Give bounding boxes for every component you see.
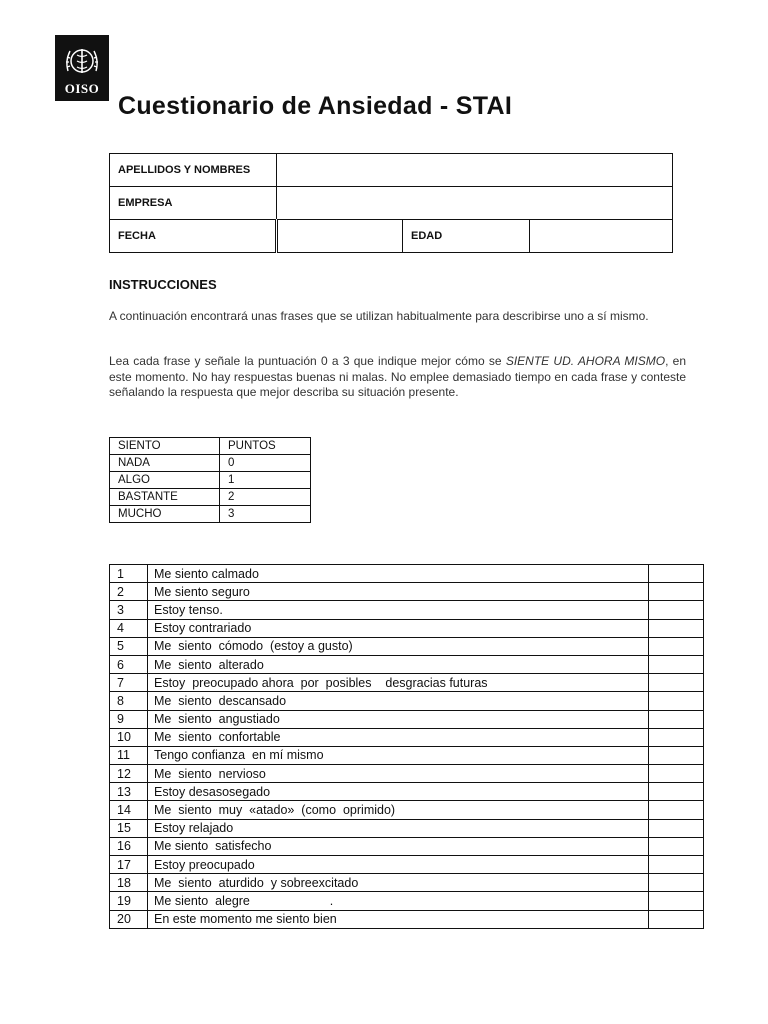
response-cell[interactable] xyxy=(649,565,704,583)
item-number: 11 xyxy=(110,746,148,764)
response-cell[interactable] xyxy=(649,710,704,728)
scale-label: NADA xyxy=(110,455,220,472)
item-number: 3 xyxy=(110,601,148,619)
name-label: APELLIDOS Y NOMBRES xyxy=(110,154,277,187)
logo-text: OISO xyxy=(64,81,100,96)
item-statement: Me siento cómodo (estoy a gusto) xyxy=(148,637,649,655)
response-cell[interactable] xyxy=(649,583,704,601)
item-statement: Me siento nervioso xyxy=(148,765,649,783)
instructions-paragraph-1: A continuación encontrará unas frases que se utilizan habitualmente para describirse uno a sí mismo. xyxy=(109,309,649,323)
table-row xyxy=(110,655,704,673)
item-number: 19 xyxy=(110,892,148,910)
item-number: 16 xyxy=(110,837,148,855)
item-statement: Me siento muy «atado» (como oprimido) xyxy=(148,801,649,819)
item-number: 1 xyxy=(110,565,148,583)
age-field[interactable] xyxy=(530,220,673,253)
scale-points: 1 xyxy=(220,472,311,489)
caduceus-emblem-icon xyxy=(62,41,102,81)
table-row xyxy=(110,601,704,619)
response-cell[interactable] xyxy=(649,637,704,655)
response-cell[interactable] xyxy=(649,601,704,619)
item-statement: Me siento angustiado xyxy=(148,710,649,728)
table-row xyxy=(110,801,704,819)
instructions-text: Lea cada frase y señale la puntuación 0 a 3 que indique mejor cómo se xyxy=(109,354,506,368)
response-cell[interactable] xyxy=(649,783,704,801)
table-row xyxy=(110,506,311,523)
table-row xyxy=(110,619,704,637)
item-number: 13 xyxy=(110,783,148,801)
item-statement: Me siento alegre . xyxy=(148,892,649,910)
scale-points: 2 xyxy=(220,489,311,506)
item-number: 12 xyxy=(110,765,148,783)
table-row xyxy=(110,837,704,855)
table-row xyxy=(110,710,704,728)
response-cell[interactable] xyxy=(649,801,704,819)
table-row xyxy=(110,187,673,220)
table-header-row xyxy=(110,438,311,455)
response-cell[interactable] xyxy=(649,819,704,837)
table-row xyxy=(110,154,673,187)
item-number: 5 xyxy=(110,637,148,655)
item-statement: Estoy desasosegado xyxy=(148,783,649,801)
table-row xyxy=(110,819,704,837)
response-cell[interactable] xyxy=(649,837,704,855)
table-row xyxy=(110,892,704,910)
questionnaire-table xyxy=(109,564,704,929)
response-cell[interactable] xyxy=(649,765,704,783)
item-statement: Estoy relajado xyxy=(148,819,649,837)
item-number: 15 xyxy=(110,819,148,837)
column-header: SIENTO xyxy=(110,438,220,455)
table-row xyxy=(110,583,704,601)
instructions-paragraph-2 xyxy=(109,354,686,401)
date-label: FECHA xyxy=(110,220,277,253)
item-statement: Me siento calmado xyxy=(148,565,649,583)
item-number: 18 xyxy=(110,874,148,892)
item-number: 7 xyxy=(110,674,148,692)
item-statement: Me siento alterado xyxy=(148,655,649,673)
instructions-text: , en este momento. No hay respuestas buenas ni malas. No emplee demasiado tiempo en cada frase y conteste señalando la respuesta que mejor describa su situación presente. xyxy=(109,354,687,399)
table-row xyxy=(110,874,704,892)
response-cell[interactable] xyxy=(649,874,704,892)
company-field[interactable] xyxy=(277,187,673,220)
age-label: EDAD xyxy=(403,220,530,253)
item-statement: Me siento aturdido y sobreexcitado xyxy=(148,874,649,892)
date-field[interactable] xyxy=(277,220,403,253)
table-row xyxy=(110,746,704,764)
column-header: PUNTOS xyxy=(220,438,311,455)
scale-table xyxy=(109,437,311,523)
table-row xyxy=(110,856,704,874)
item-statement: Tengo confianza en mí mismo xyxy=(148,746,649,764)
scale-points: 0 xyxy=(220,455,311,472)
table-row xyxy=(110,765,704,783)
item-number: 6 xyxy=(110,655,148,673)
item-statement: Estoy contrariado xyxy=(148,619,649,637)
page-title: Cuestionario de Ansiedad - STAI xyxy=(118,92,513,120)
table-row xyxy=(110,728,704,746)
item-statement: Estoy preocupado xyxy=(148,856,649,874)
oiso-logo xyxy=(55,35,109,101)
response-cell[interactable] xyxy=(649,674,704,692)
table-row xyxy=(110,489,311,506)
response-cell[interactable] xyxy=(649,619,704,637)
table-row xyxy=(110,910,704,928)
response-cell[interactable] xyxy=(649,728,704,746)
identification-table xyxy=(109,153,673,253)
scale-label: MUCHO xyxy=(110,506,220,523)
response-cell[interactable] xyxy=(649,692,704,710)
instructions-emphasis: SIENTE UD. AHORA MISMO xyxy=(505,354,666,368)
table-row xyxy=(110,565,704,583)
response-cell[interactable] xyxy=(649,856,704,874)
item-statement: Me siento descansado xyxy=(148,692,649,710)
item-statement: Estoy preocupado ahora por posibles desgracias futuras xyxy=(148,674,649,692)
company-label: EMPRESA xyxy=(110,187,277,220)
instructions-heading: INSTRUCCIONES xyxy=(109,277,217,292)
table-row xyxy=(110,692,704,710)
item-number: 9 xyxy=(110,710,148,728)
item-number: 17 xyxy=(110,856,148,874)
response-cell[interactable] xyxy=(649,892,704,910)
item-statement: En este momento me siento bien xyxy=(148,910,649,928)
scale-label: BASTANTE xyxy=(110,489,220,506)
item-number: 10 xyxy=(110,728,148,746)
item-statement: Me siento satisfecho xyxy=(148,837,649,855)
table-row xyxy=(110,220,673,253)
response-cell[interactable] xyxy=(649,655,704,673)
table-row xyxy=(110,455,311,472)
item-statement: Estoy tenso. xyxy=(148,601,649,619)
item-number: 8 xyxy=(110,692,148,710)
table-row xyxy=(110,783,704,801)
item-number: 4 xyxy=(110,619,148,637)
item-number: 20 xyxy=(110,910,148,928)
table-row xyxy=(110,674,704,692)
name-field[interactable] xyxy=(277,154,673,187)
item-statement: Me siento confortable xyxy=(148,728,649,746)
item-statement: Me siento seguro xyxy=(148,583,649,601)
scale-label: ALGO xyxy=(110,472,220,489)
table-row xyxy=(110,472,311,489)
response-cell[interactable] xyxy=(649,746,704,764)
response-cell[interactable] xyxy=(649,910,704,928)
table-row xyxy=(110,637,704,655)
scale-points: 3 xyxy=(220,506,311,523)
item-number: 2 xyxy=(110,583,148,601)
questionnaire-body xyxy=(110,565,704,929)
item-number: 14 xyxy=(110,801,148,819)
